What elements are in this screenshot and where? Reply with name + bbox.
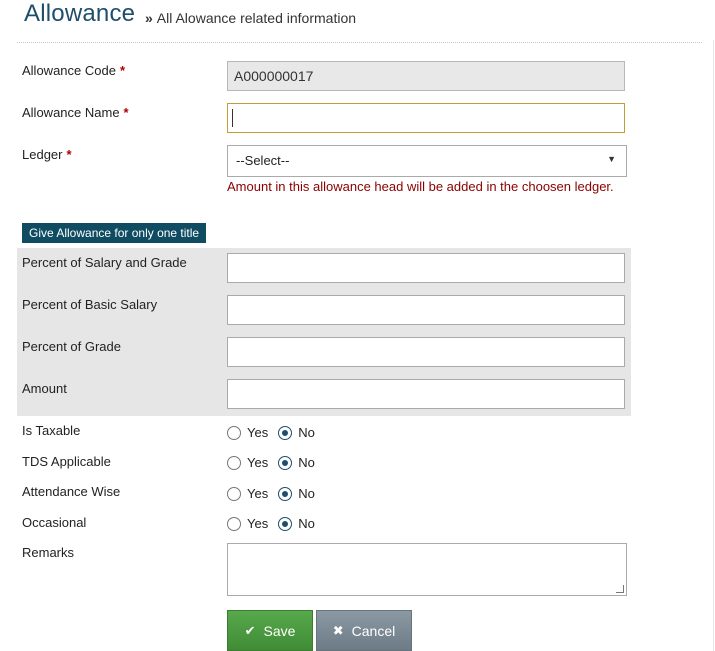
percent-grade-input[interactable] [227, 337, 625, 367]
ledger-selected-value: --Select-- [236, 153, 290, 168]
attendance-wise-yes-radio[interactable] [227, 487, 241, 501]
attendance-wise-group [227, 486, 325, 501]
tds-applicable-yes-radio[interactable] [227, 456, 241, 470]
cancel-button[interactable] [316, 610, 412, 651]
required-mark: * [66, 147, 72, 162]
tds-applicable-label: TDS Applicable [22, 454, 111, 469]
subtitle-text: All Alowance related information [156, 10, 357, 26]
subtitle-marker: » [145, 10, 153, 26]
is-taxable-yes-radio[interactable] [227, 426, 241, 440]
amount-input[interactable] [227, 379, 625, 409]
tds-applicable-no-radio[interactable] [278, 456, 292, 470]
save-button-label: Save [263, 622, 296, 639]
allowance-code-label: Allowance Code * [22, 63, 126, 78]
required-mark: * [119, 63, 126, 78]
remarks-textarea[interactable] [227, 543, 627, 596]
ledger-help-text: Amount in this allowance head will be added in the choosen ledger. [227, 179, 614, 194]
percent-grade-label: Percent of Grade [22, 339, 121, 354]
allowance-name-input[interactable] [227, 103, 625, 133]
percent-basic-salary-label: Percent of Basic Salary [22, 297, 158, 312]
is-taxable-group [227, 425, 325, 440]
remarks-label: Remarks [22, 545, 75, 560]
yes-label: Yes [247, 516, 269, 531]
yes-label: Yes [247, 455, 269, 470]
percent-salary-grade-input[interactable] [227, 253, 625, 283]
attendance-wise-no-radio[interactable] [278, 487, 292, 501]
attendance-wise-label: Attendance Wise [22, 484, 121, 499]
occasional-no-radio[interactable] [278, 517, 292, 531]
allowance-name-label: Allowance Name * [22, 105, 129, 120]
text-cursor [232, 109, 233, 127]
page-subtitle [145, 10, 356, 26]
resize-handle-icon[interactable] [616, 585, 624, 593]
no-label: No [298, 455, 315, 470]
ledger-label: Ledger * [22, 147, 72, 162]
page-title: Allowance [24, 0, 136, 27]
cancel-button-label: Cancel [351, 622, 396, 639]
yes-label: Yes [247, 425, 269, 440]
percent-salary-grade-label: Percent of Salary and Grade [22, 255, 187, 270]
checkmark-icon: ✔ [244, 622, 256, 638]
save-button[interactable] [227, 610, 313, 651]
notice-badge: Give Allowance for only one title [22, 223, 206, 243]
is-taxable-label: Is Taxable [22, 423, 81, 438]
ledger-select[interactable] [227, 145, 627, 177]
yes-label: Yes [247, 486, 269, 501]
percent-basic-salary-input[interactable] [227, 295, 625, 325]
no-label: No [298, 486, 315, 501]
amount-label: Amount [22, 381, 67, 396]
occasional-group [227, 516, 325, 531]
no-label: No [298, 425, 315, 440]
right-border [713, 40, 714, 651]
occasional-label: Occasional [22, 515, 87, 530]
header-divider [17, 42, 702, 43]
no-label: No [298, 516, 315, 531]
allowance-code-field[interactable] [227, 61, 625, 91]
is-taxable-no-radio[interactable] [278, 426, 292, 440]
tds-applicable-group [227, 455, 325, 470]
occasional-yes-radio[interactable] [227, 517, 241, 531]
close-icon: ✖ [332, 622, 344, 638]
dropdown-arrow-icon: ▼ [607, 154, 616, 164]
required-mark: * [123, 105, 129, 120]
